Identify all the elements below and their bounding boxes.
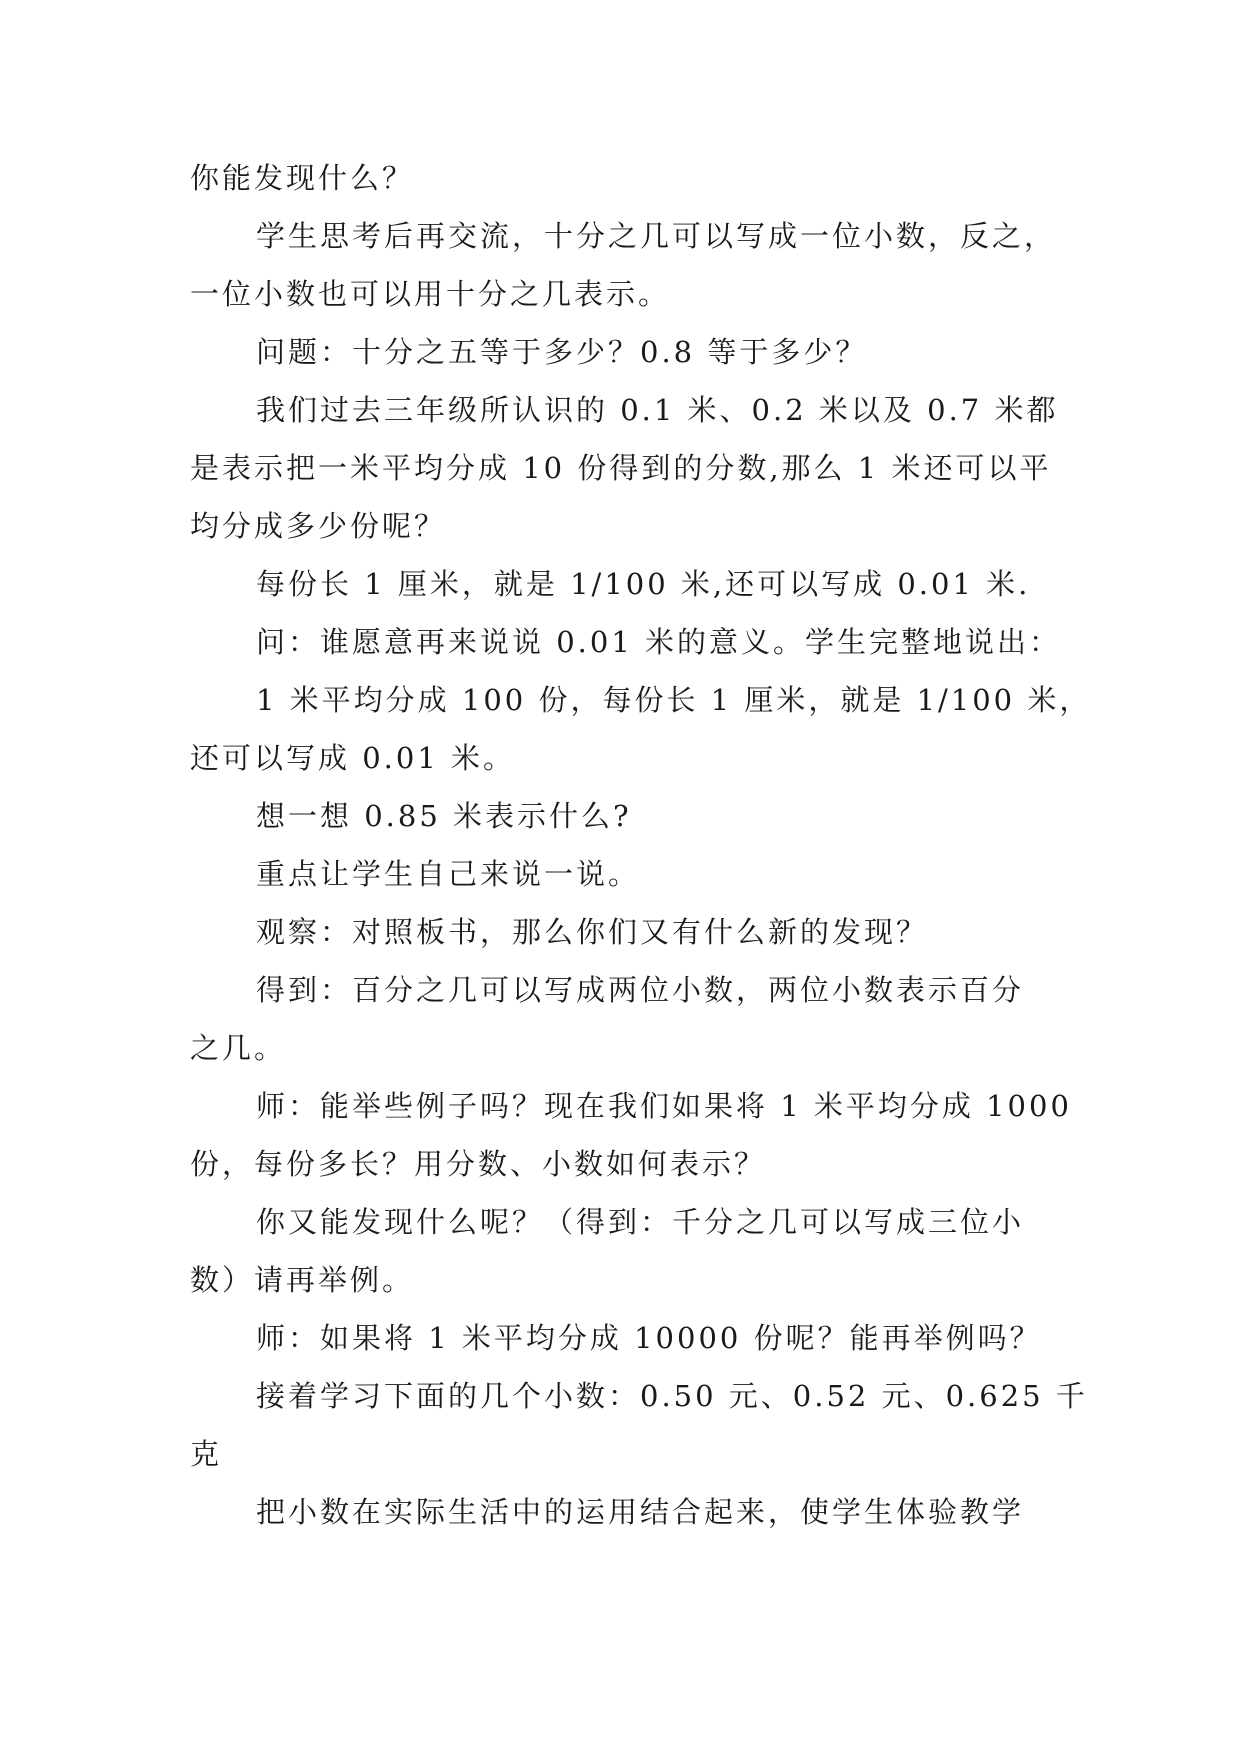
text-line: 1 米平均分成 100 份，每份长 1 厘米，就是 1/100 米， <box>256 683 1092 717</box>
text-line: 克 <box>190 1437 223 1471</box>
text-line: 一位小数也可以用十分之几表示。 <box>190 277 671 311</box>
text-line: 问：谁愿意再来说说 0.01 米的意义。学生完整地说出： <box>256 625 1062 659</box>
text-line: 学生思考后再交流，十分之几可以写成一位小数，反之， <box>256 219 1057 253</box>
text-line: 你又能发现什么呢？（得到：千分之几可以写成三位小 <box>256 1205 1025 1239</box>
text-line: 接着学习下面的几个小数：0.50 元、0.52 元、0.625 千 <box>256 1379 1088 1413</box>
text-line: 师：如果将 1 米平均分成 10000 份呢？能再举例吗？ <box>256 1321 1042 1355</box>
text-line: 你能发现什么？ <box>190 161 415 195</box>
text-line: 问题：十分之五等于多少？0.8 等于多少？ <box>256 335 868 369</box>
text-line: 还可以写成 0.01 米。 <box>190 741 516 775</box>
text-line: 我们过去三年级所认识的 0.1 米、0.2 米以及 0.7 米都 <box>256 393 1059 427</box>
text-line: 得到：百分之几可以写成两位小数，两位小数表示百分 <box>256 973 1025 1007</box>
text-line: 均分成多少份呢？ <box>190 509 447 543</box>
text-line: 观察：对照板书，那么你们又有什么新的发现？ <box>256 915 929 949</box>
text-line: 份，每份多长？用分数、小数如何表示？ <box>190 1147 767 1181</box>
text-line: 想一想 0.85 米表示什么? <box>256 799 632 833</box>
text-line: 重点让学生自己来说一说。 <box>256 857 641 891</box>
text-line: 师：能举些例子吗？现在我们如果将 1 米平均分成 1000 <box>256 1089 1072 1123</box>
text-line: 是表示把一米平均分成 10 份得到的分数,那么 1 米还可以平 <box>190 451 1052 485</box>
text-line: 每份长 1 厘米，就是 1/100 米,还可以写成 0.01 米. <box>256 567 1031 601</box>
text-line: 之几。 <box>190 1031 287 1065</box>
text-line: 数）请再举例。 <box>190 1263 415 1297</box>
text-line: 把小数在实际生活中的运用结合起来，使学生体验教学 <box>256 1495 1025 1529</box>
